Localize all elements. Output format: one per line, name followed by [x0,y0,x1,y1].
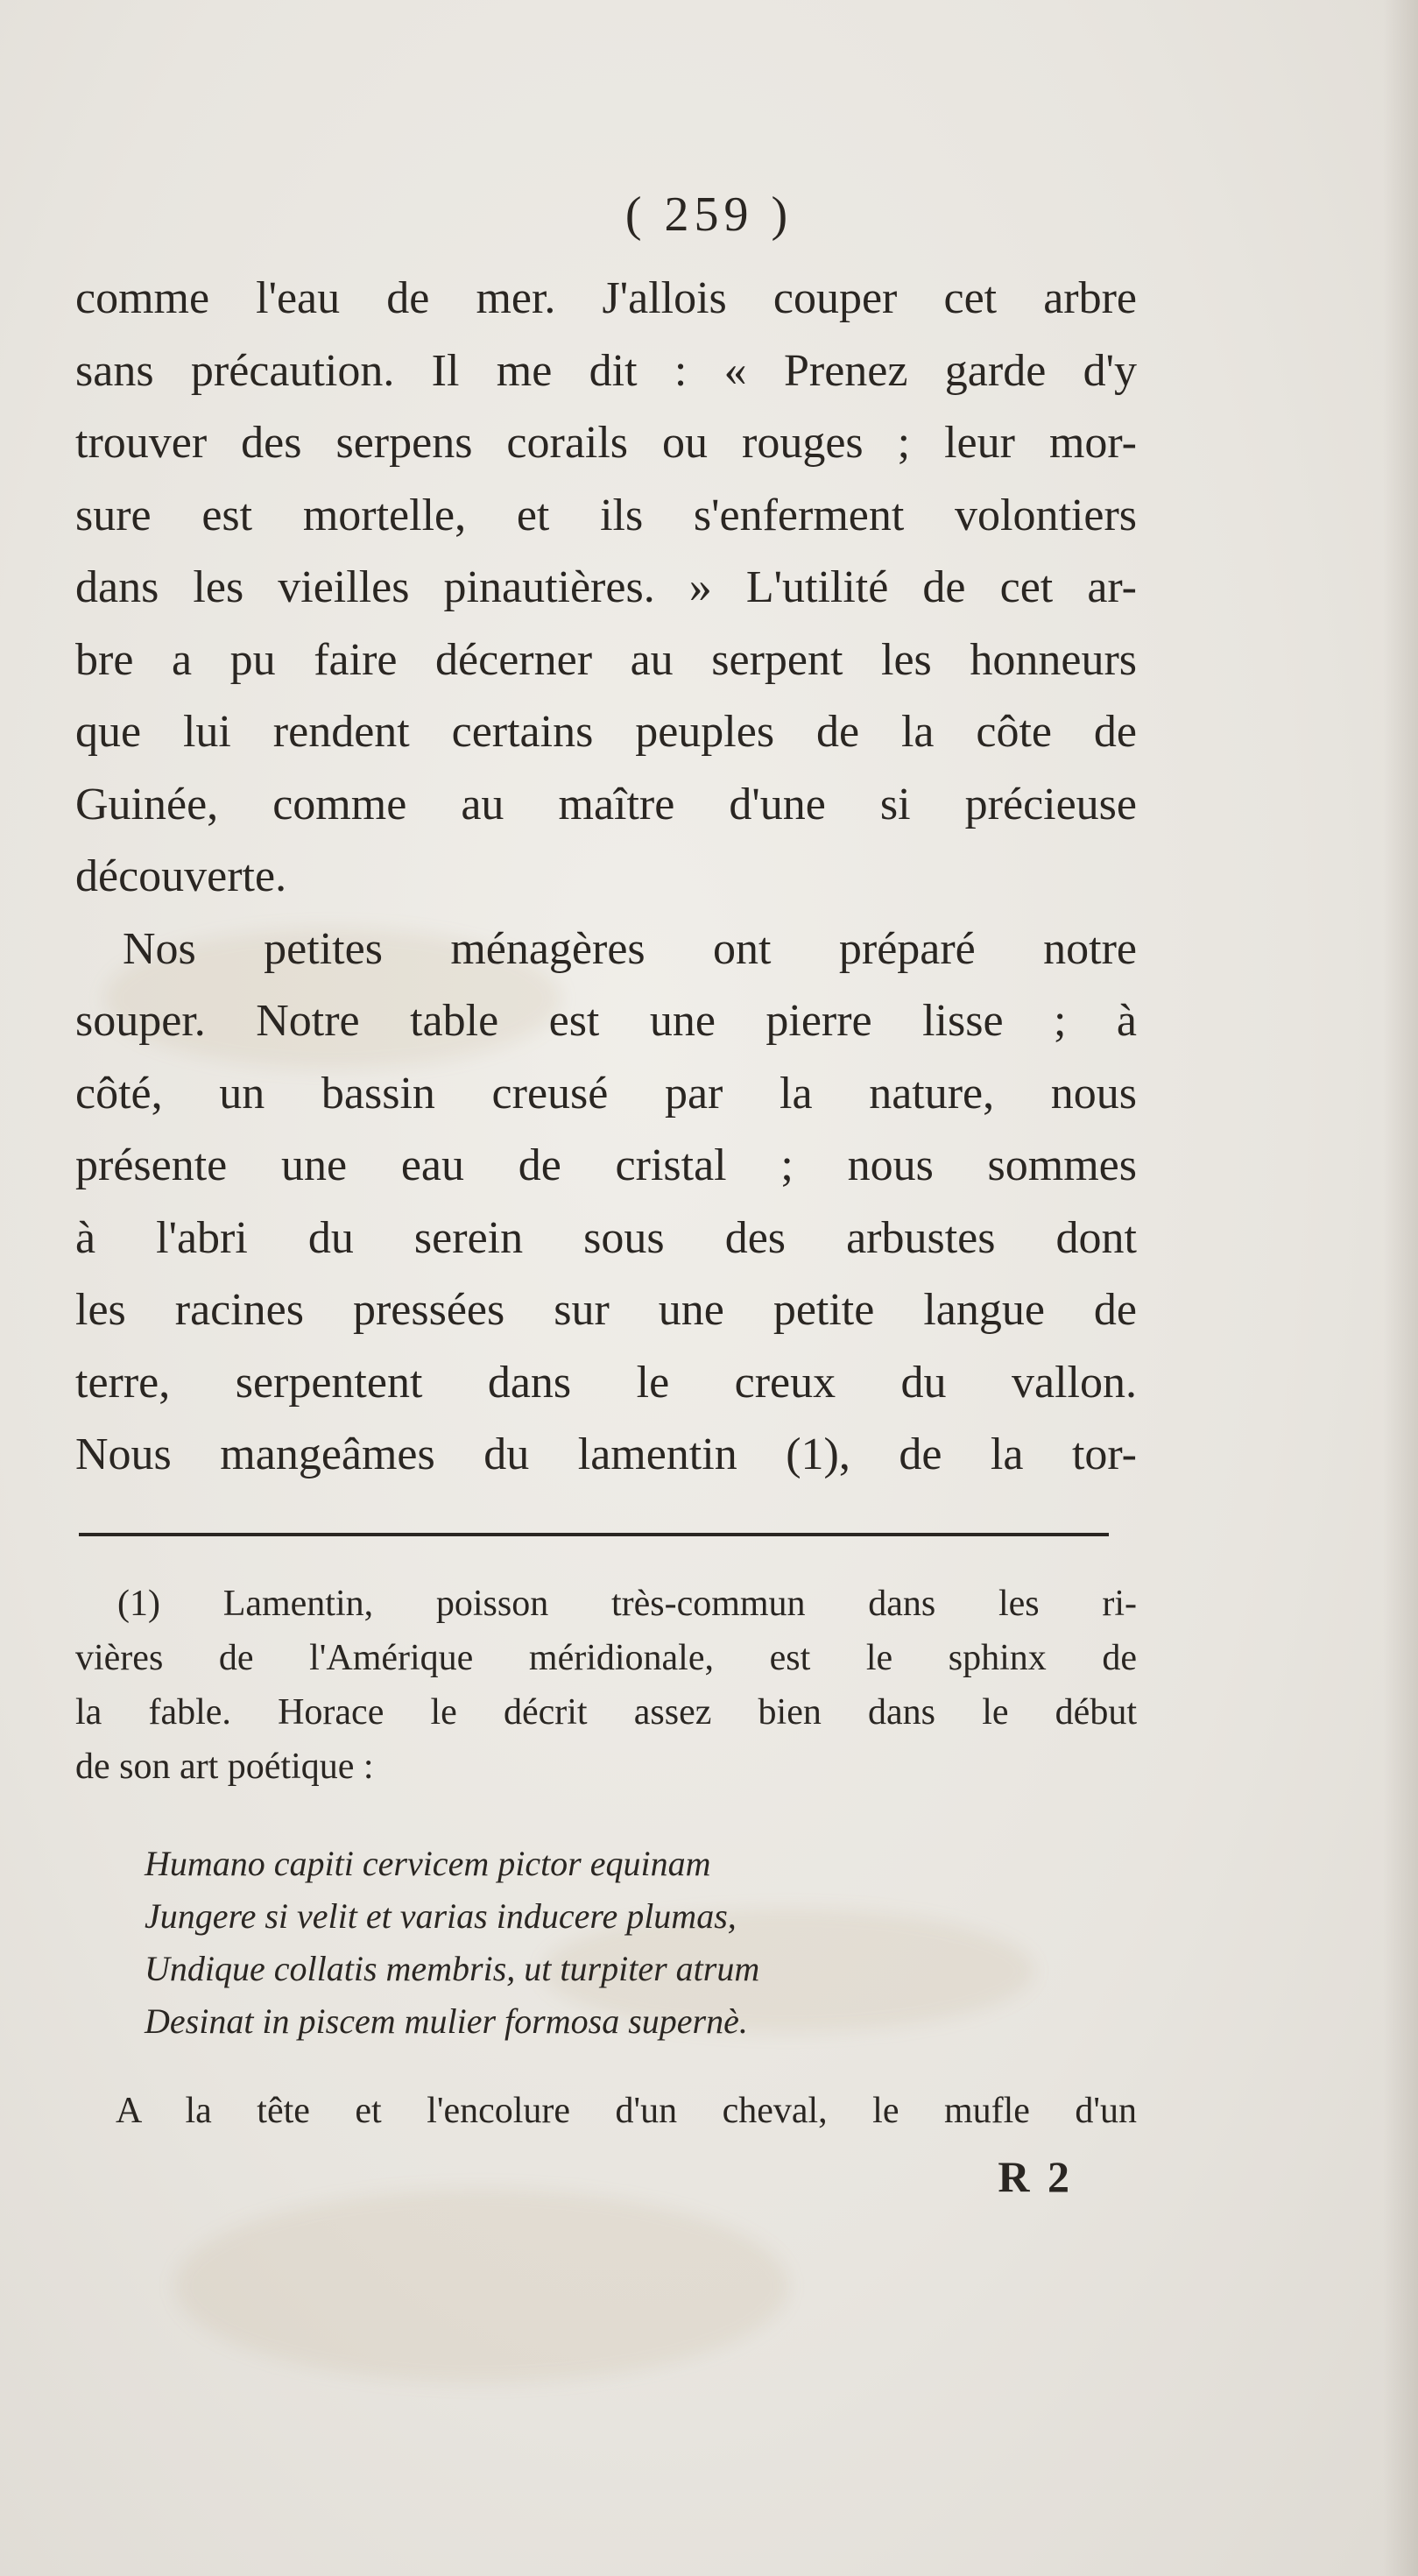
verse-line: Jungere si velit et varias inducere plumas, [145,1896,737,1936]
main-text [75,263,1137,1492]
footnote [75,1577,1137,1794]
footnote-line: la fable. Horace le décrit assez bien dans le début [75,1692,1137,1733]
footnote-continuation: A la tête et l'encolure d'un cheval, le mufle d'un [116,2091,1137,2131]
latin-verse [145,1838,1073,2048]
text-line: bre a pu faire décerner au serpent les honneurs [75,634,1137,685]
footnote-line: vières de l'Amérique méridionale, est le sphinx de [75,1638,1137,1678]
text-line: que lui rendent certains peuples de la côte de [75,707,1137,757]
page-edge-shadow [1383,0,1418,2576]
page-number: ( 259 ) [624,187,794,242]
footnote-line: (1) Lamentin, poisson très-commun dans les ri- [117,1584,1137,1624]
text-line: terre, serpentent dans le creux du vallon. [75,1357,1137,1408]
text-line: découverte. [75,851,287,901]
text-line: côté, un bassin creusé par la nature, nous [75,1068,1137,1119]
verse-line: Humano capiti cervicem pictor equinam [145,1844,711,1883]
footnote-line: de son art poétique : [75,1747,374,1787]
text-line: dans les vieilles pinautières. » L'utilité de cet ar- [75,562,1137,612]
text-line: Guinée, comme au maître d'une si précieuse [75,779,1137,829]
signature-mark: R 2 [998,2152,1073,2201]
footnote-rule [79,1533,1109,1536]
verse-line: Desinat in piscem mulier formosa supernè. [145,2001,748,2041]
verse-line: Undique collatis membris, ut turpiter atrum [145,1949,760,1988]
text-line: les racines pressées sur une petite langue de [75,1285,1137,1335]
text-line: Nous mangeâmes du lamentin (1), de la tor- [75,1429,1137,1479]
text-line: sure est mortelle, et ils s'enferment volontiers [75,490,1137,540]
text-line: comme l'eau de mer. J'allois couper cet arbre [75,273,1137,323]
text-line: présente une eau de cristal ; nous sommes [75,1140,1137,1190]
text-line: trouver des serpens corails ou rouges ; leur mor- [75,418,1137,468]
text-line: sans précaution. Il me dit : « Prenez garde d'y [75,345,1137,396]
paragraph-start-line: Nos petites ménagères ont préparé notre [123,923,1137,974]
text-line: à l'abri du serein sous des arbustes dont [75,1212,1137,1263]
text-line: souper. Notre table est une pierre lisse ; à [75,996,1137,1046]
paper-stain [175,2190,788,2382]
